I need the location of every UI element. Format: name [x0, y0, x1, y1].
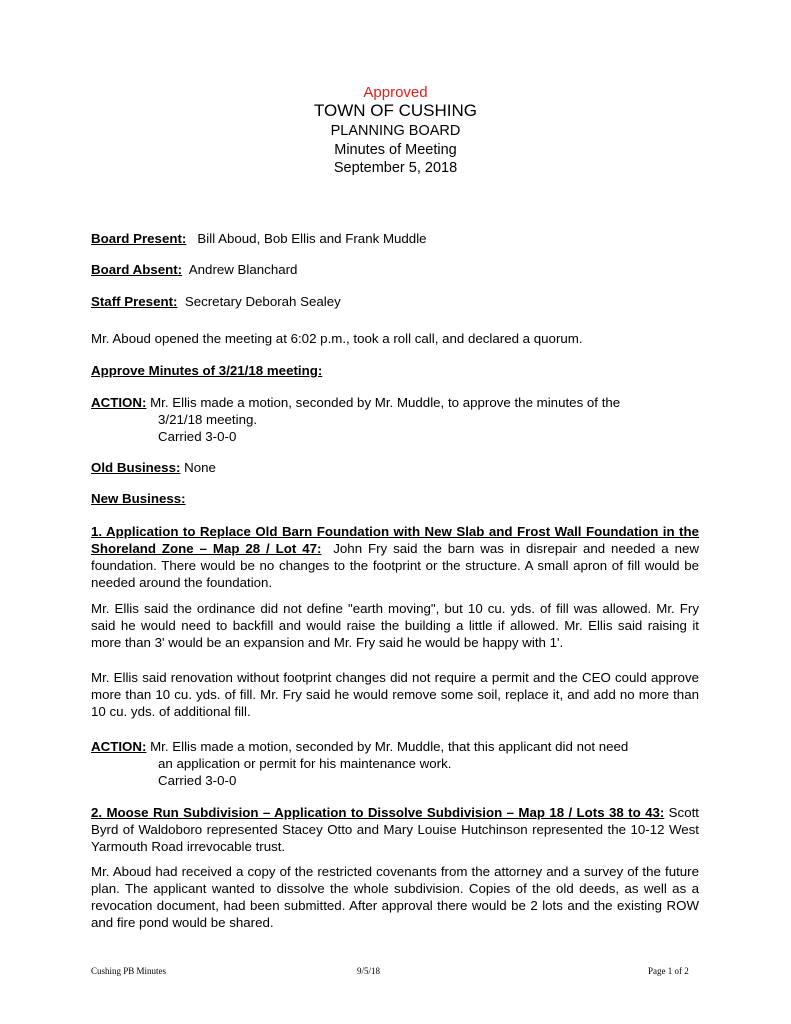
- action-text: Mr. Ellis made a motion, seconded by Mr. Muddle, to approve the minutes of the: [150, 395, 621, 410]
- footer-page-number: Page 1 of 2: [648, 966, 689, 976]
- action-text: Mr. Ellis made a motion, seconded by Mr. Muddle, that this applicant did not need: [150, 739, 629, 754]
- doc-type: Minutes of Meeting: [334, 142, 457, 158]
- staff-present: [91, 293, 341, 310]
- board-absent-label: Board Absent:: [91, 262, 183, 277]
- meeting-date: September 5, 2018: [333, 160, 458, 176]
- board-present-label: Board Present:: [91, 231, 187, 246]
- item1-intro-text: John Fry said the barn was in disrepair and needed a new foundation. There would be no changes to the footprint or the structure. A small apron of fill would be needed around the foundation.: [91, 541, 699, 590]
- approve-minutes-result: Carried 3-0-0: [158, 429, 237, 444]
- item1-paragraph-2: Mr. Ellis said the ordinance did not define "earth moving", but 10 cu. yds. of fill was allowed. Mr. Fry said he would need to backfill and would raise the building a little if allowed. Mr. Ellis said raising it more than 3' would be an expansion and Mr. Fry said he would be happy with 1'.: [91, 601, 699, 650]
- footer-center: 9/5/18: [357, 966, 381, 976]
- footer-left: Cushing PB Minutes: [91, 966, 167, 976]
- staff-present-label: Staff Present:: [91, 294, 178, 309]
- item2-intro: [91, 804, 699, 855]
- item1-result: Carried 3-0-0: [158, 773, 237, 788]
- approve-minutes-heading: Approve Minutes of 3/21/18 meeting:: [91, 363, 323, 378]
- board-absent-value: Andrew Blanchard: [188, 262, 298, 277]
- town-title: TOWN OF CUSHING: [313, 101, 478, 120]
- approve-minutes-action: [91, 394, 620, 411]
- approve-minutes-action-cont: 3/21/18 meeting.: [158, 412, 258, 427]
- opening-statement: Mr. Aboud opened the meeting at 6:02 p.m., took a roll call, and declared a quorum.: [91, 331, 583, 346]
- item1-intro: [91, 523, 699, 591]
- item1-action-cont: an application or permit for his maintenance work.: [158, 756, 452, 771]
- staff-present-value: Secretary Deborah Sealey: [184, 294, 341, 309]
- old-business: [91, 459, 216, 476]
- item1-paragraph-3: Mr. Ellis said renovation without footprint changes did not require a permit and the CEO could approve more than 10 cu. yds. of fill. Mr. Fry said he would remove some soil, replace it, and add no more than 10 cu. yds. of additional fill.: [91, 670, 699, 719]
- item2-paragraph-2: Mr. Aboud had received a copy of the restricted covenants from the attorney and a survey of the future plan. The applicant wanted to dissolve the whole subdivision. Copies of the old deeds, as well as a revocation document, had been submitted. After approval there would be 2 lots and the existing ROW and fire pond would be shared.: [91, 864, 699, 930]
- board-absent: [91, 261, 297, 278]
- item1-heading: 1. Application to Replace Old Barn Foundation with New Slab and Frost Wall Foundation in the Shoreland Zone – Map 28 / Lot 47:: [91, 524, 699, 556]
- old-business-label: Old Business:: [91, 460, 181, 475]
- item1-action: [91, 738, 628, 755]
- action-label: ACTION:: [91, 395, 147, 410]
- board-title: PLANNING BOARD: [330, 123, 461, 139]
- old-business-value: None: [184, 460, 216, 475]
- action-label: ACTION:: [91, 739, 147, 754]
- item2-intro-text: Scott Byrd of Waldoboro represented Stacey Otto and Mary Louise Hutchinson represented the 10-12 West Yarmouth Road irrevocable trust.: [91, 805, 699, 854]
- board-present-value: Bill Aboud, Bob Ellis and Frank Muddle: [197, 231, 427, 246]
- new-business-heading: New Business:: [91, 491, 186, 506]
- item2-heading: 2. Moose Run Subdivision – Application to Dissolve Subdivision – Map 18 / Lots 38 to 43:: [91, 805, 665, 820]
- approved-stamp: Approved: [363, 84, 428, 101]
- board-present: [91, 230, 427, 247]
